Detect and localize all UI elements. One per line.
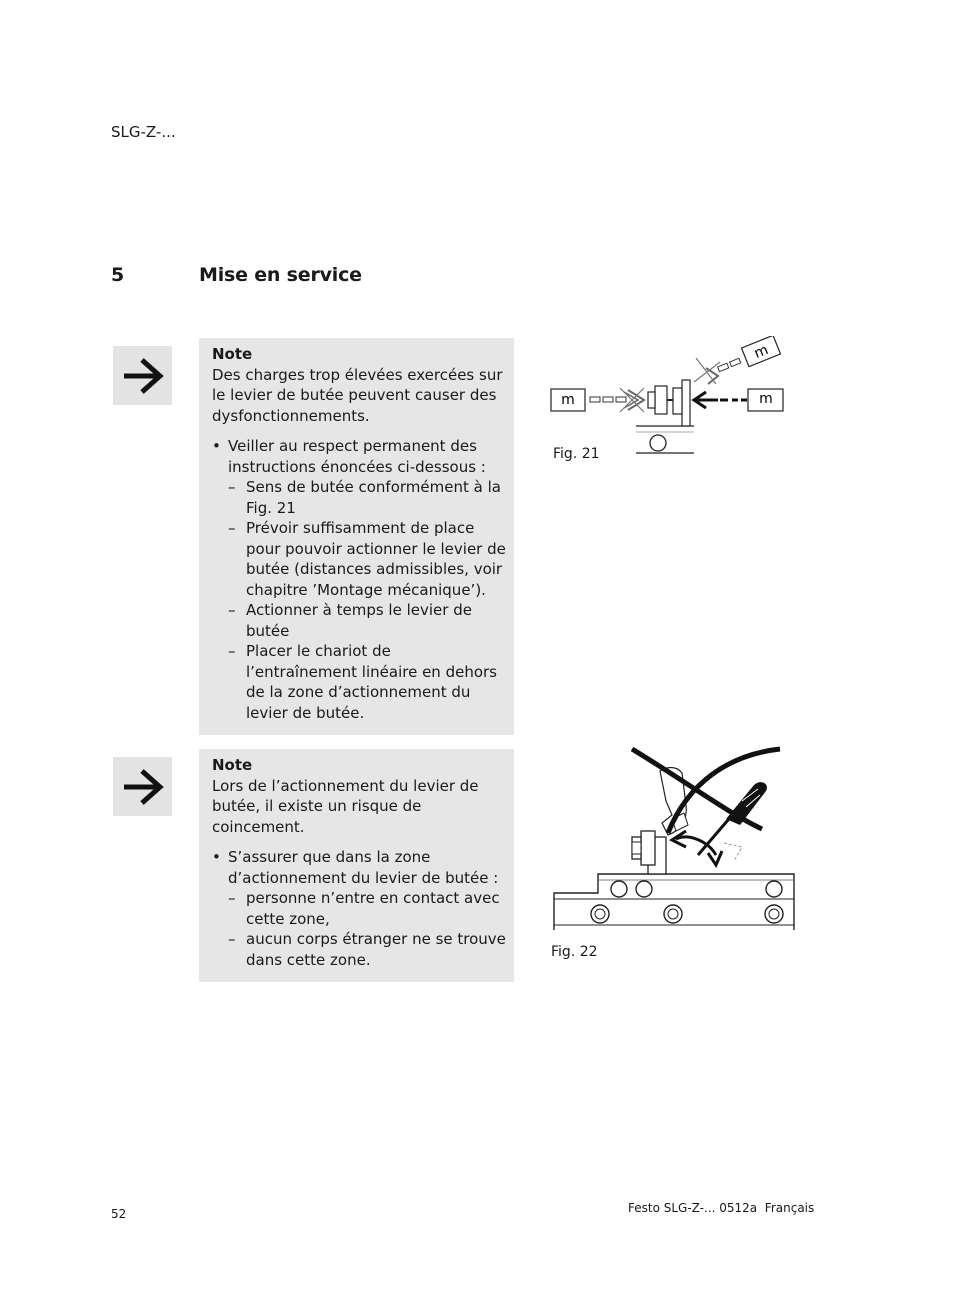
dash-item: – Sens de butée conformément à la Fig. 21 — [228, 477, 506, 518]
bullet-item — [212, 847, 506, 970]
figure-22-pinch-hazard — [548, 743, 798, 935]
mass-box-left — [551, 389, 585, 411]
arrow-right-icon — [120, 356, 166, 396]
dash-item: – personne n’entre en contact avec cette zone, — [228, 888, 506, 929]
figure-22-label: Fig. 22 — [551, 944, 598, 960]
note-box-1 — [199, 338, 514, 735]
note-title: Note — [212, 345, 253, 363]
figure-21-label: Fig. 21 — [553, 446, 600, 462]
section-number: 5 — [111, 264, 125, 286]
svg-text:m: m — [759, 391, 773, 407]
page-number: 52 — [111, 1207, 127, 1221]
note-icon-box — [113, 346, 172, 405]
note-text: Des charges trop élevées exercées sur le levier de butée peuvent causer des dysfonctionnements. — [212, 365, 503, 425]
figure-21-stop-directions — [548, 336, 793, 460]
bullet-list — [212, 436, 506, 723]
footer-doc-info: Festo SLG-Z-... 0512a Français — [628, 1201, 815, 1215]
dash-list — [228, 888, 506, 970]
dash-item: – aucun corps étranger ne se trouve dans cette zone. — [228, 929, 506, 970]
svg-text:m: m — [752, 341, 771, 362]
bullet-text: Veiller au respect permanent des instructions énoncées ci-dessous : — [228, 437, 486, 476]
arrow-right-icon — [120, 767, 166, 807]
bullet-text: S’assurer que dans la zone d’actionnement du levier de butée : — [228, 848, 499, 887]
svg-text:m: m — [561, 392, 575, 408]
section-title: Mise en service — [199, 264, 362, 286]
document-code: SLG-Z-... — [111, 123, 176, 141]
bullet-list — [212, 847, 506, 970]
bullet-item — [212, 436, 506, 723]
note-box-2 — [199, 749, 514, 982]
dash-item: – Prévoir suffisamment de place pour pouvoir actionner le levier de butée (distances admissibles, voir chapitre ’Montage mécanique’). — [228, 518, 506, 600]
dash-item: – Placer le chariot de l’entraînement linéaire en dehors de la zone d’actionnement du levier de butée. — [228, 641, 506, 723]
mass-box-right — [748, 389, 783, 411]
mass-box-diagonal — [741, 336, 780, 367]
note-text: Lors de l’actionnement du levier de butée, il existe un risque de coincement. — [212, 776, 479, 836]
dash-list — [228, 477, 506, 723]
note-title: Note — [212, 756, 253, 774]
dash-item: – Actionner à temps le levier de butée — [228, 600, 506, 641]
note-icon-box — [113, 757, 172, 816]
